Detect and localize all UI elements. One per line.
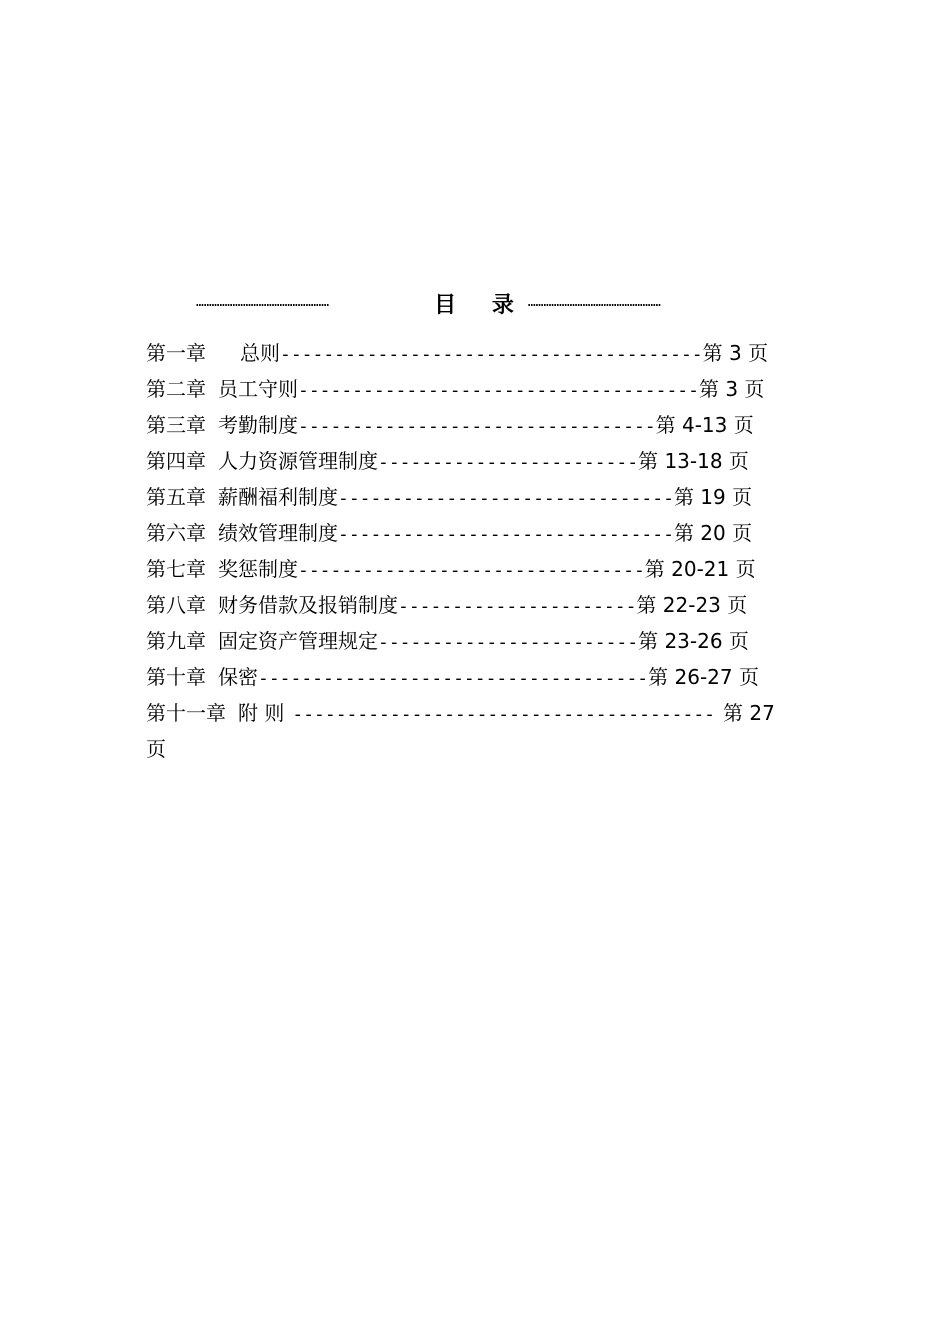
toc-leader: -------------------------------- [298, 560, 645, 581]
toc-header [196, 286, 752, 320]
toc-leader: ------------------------ [378, 452, 639, 473]
toc-leader: ------------------------------- [338, 488, 674, 509]
toc-heading: 员工守则 [218, 377, 298, 401]
toc-entry [146, 551, 806, 587]
toc-chapter: 第八章 [146, 593, 206, 617]
toc-entry [146, 479, 806, 515]
toc-entry [146, 659, 806, 695]
toc-chapter: 第六章 [146, 521, 206, 545]
toc-entry [146, 587, 806, 623]
toc-entry [146, 515, 806, 551]
toc-entry [146, 407, 806, 443]
toc-leader: --------------------------------------- [292, 704, 715, 725]
toc-chapter: 第四章 [146, 449, 206, 473]
toc-list [146, 335, 806, 767]
toc-leader: ------------------------ [378, 632, 639, 653]
toc-heading: 保密 [218, 665, 258, 689]
toc-chapter: 第一章 [146, 341, 206, 365]
toc-dots-left: …………………………………………… [196, 295, 330, 310]
toc-chapter: 第十章 [146, 665, 206, 689]
toc-entry [146, 695, 806, 731]
toc-heading: 绩效管理制度 [218, 521, 338, 545]
toc-heading: 考勤制度 [218, 413, 298, 437]
toc-leader: --------------------------------------- [280, 344, 703, 365]
toc-page: 第 22-23 页 [636, 593, 748, 617]
toc-title: 目 录 [434, 292, 528, 318]
toc-heading: 总则 [240, 341, 280, 365]
toc-entry [146, 371, 806, 407]
toc-dots-right: …………………………………………… [527, 295, 661, 310]
toc-page-wrap: 页 [146, 737, 166, 761]
toc-chapter: 第二章 [146, 377, 206, 401]
toc-chapter: 第七章 [146, 557, 206, 581]
toc-page: 第 3 页 [698, 377, 765, 401]
toc-page: 第 13-18 页 [638, 449, 749, 473]
toc-page: 第 20-21 页 [644, 557, 756, 581]
toc-heading: 人力资源管理制度 [218, 449, 378, 473]
toc-chapter: 第九章 [146, 629, 206, 653]
toc-heading: 财务借款及报销制度 [218, 593, 398, 617]
toc-page: 第 23-26 页 [638, 629, 749, 653]
toc-heading: 固定资产管理规定 [218, 629, 378, 653]
toc-chapter: 第五章 [146, 485, 206, 509]
toc-leader: ------------------------------------- [298, 380, 699, 401]
toc-heading: 奖惩制度 [218, 557, 298, 581]
toc-chapter: 第三章 [146, 413, 206, 437]
toc-entry [146, 335, 806, 371]
toc-heading: 附 则 [238, 701, 285, 725]
toc-chapter: 第十一章 [146, 701, 226, 725]
toc-heading: 薪酬福利制度 [218, 485, 338, 509]
toc-entry [146, 623, 806, 659]
toc-leader: ---------------------- [398, 596, 637, 617]
toc-entry [146, 443, 806, 479]
toc-page: 第 4-13 页 [655, 413, 754, 437]
toc-page: 第 3 页 [702, 341, 769, 365]
toc-leader: ------------------------------------ [258, 668, 649, 689]
toc-leader: ------------------------------- [338, 524, 674, 545]
toc-page: 第 20 页 [673, 521, 753, 545]
toc-leader: --------------------------------- [298, 416, 656, 437]
toc-page: 第 26-27 页 [648, 665, 759, 689]
toc-page: 第 19 页 [673, 485, 753, 509]
toc-page: 第 27 [723, 701, 775, 725]
